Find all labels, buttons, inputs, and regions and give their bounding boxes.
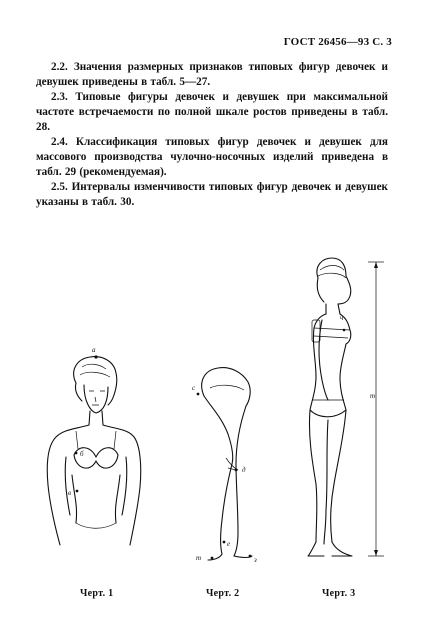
- caption-figure-2: Черт. 2: [206, 588, 240, 599]
- label-height: т: [370, 392, 376, 400]
- page-header: ГОСТ 26456—93 С. 3: [283, 36, 392, 48]
- figure-2-drawing: [190, 360, 270, 565]
- paragraph-2-2: 2.2. Значения размерных признаков типовых фигур девочек и девушек приведены в табл. 5—27.: [36, 61, 388, 88]
- label-t: т: [196, 554, 202, 562]
- figure-1-drawing: [40, 345, 150, 555]
- label-ch: ч: [340, 314, 344, 322]
- label-e: е: [227, 540, 231, 548]
- paragraph-2-4: 2.4. Классификация типовых фигур девочек и девушек для массового производства чулочно-носочных изделий приведена в табл. 29 (рекомендуемая).: [36, 136, 388, 178]
- figure-3-drawing: [288, 250, 388, 562]
- body-text: [36, 60, 388, 210]
- label-z: з: [254, 556, 257, 564]
- label-d: д: [242, 466, 246, 474]
- label-s: с: [192, 384, 196, 392]
- label-b: б: [80, 450, 84, 458]
- label-a: а: [92, 346, 96, 354]
- paragraph-2-5: 2.5. Интервалы изменчивости типовых фигур девочек и девушек указаны в табл. 30.: [36, 181, 388, 208]
- caption-figure-3: Черт. 3: [322, 588, 356, 599]
- caption-figure-1: Черт. 1: [80, 588, 114, 599]
- paragraph-2-3: 2.3. Типовые фигуры девочек и девушек при максимальной частоте встречаемости по полной шкале ростов приведены в табл. 28.: [36, 91, 388, 133]
- label-v: в: [68, 489, 72, 497]
